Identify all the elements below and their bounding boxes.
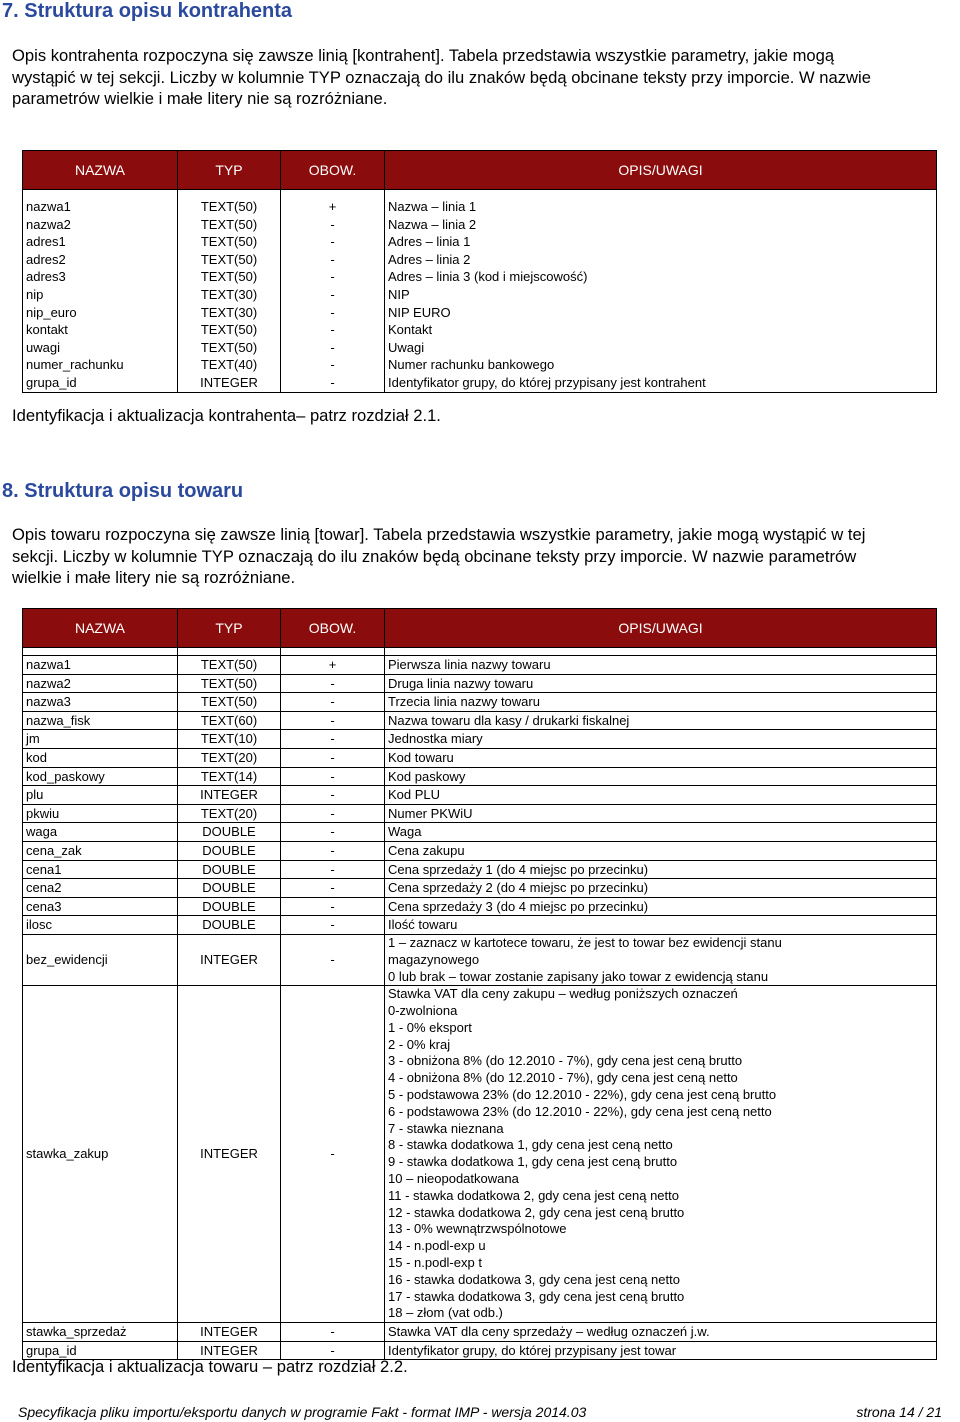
col-header-name: NAZWA <box>23 151 178 190</box>
param-name-cell: grupa_id <box>23 1341 178 1360</box>
param-description-cell: Adres – linia 2 <box>385 251 937 269</box>
param-required-cell: - <box>281 711 385 730</box>
table-row <box>23 693 937 712</box>
param-required-cell: - <box>281 748 385 767</box>
description-line: Stawka VAT dla ceny zakupu – według poniższych oznaczeń <box>388 986 738 1002</box>
description-line: 14 - n.podl-exp u <box>388 1238 486 1254</box>
param-name-cell: kod <box>23 748 178 767</box>
param-name-cell: nip <box>23 286 178 304</box>
description-line: 13 - 0% wewnątrzwspólnotowe <box>388 1221 567 1237</box>
param-description-cell: Druga linia nazwy towaru <box>385 674 937 693</box>
table-row <box>23 860 937 879</box>
spacer-cell <box>23 190 178 199</box>
description-line: 7 - stawka nieznana <box>388 1120 504 1136</box>
description-line: magazynowego <box>388 951 480 967</box>
description-line: 0-zwolniona <box>388 1003 458 1019</box>
col-header-description: OPIS/UWAGI <box>385 151 937 190</box>
description-line: 1 - 0% eksport <box>388 1019 472 1035</box>
section8-intro-line: wielkie i małe litery nie są rozróżniane. <box>12 568 296 587</box>
spacer-cell <box>178 648 281 656</box>
spacer-cell <box>281 648 385 656</box>
param-required-cell: - <box>281 374 385 392</box>
table-row <box>23 1323 937 1342</box>
param-description-cell: NIP EURO <box>385 304 937 322</box>
table-row <box>23 934 937 985</box>
param-required-cell: - <box>281 304 385 322</box>
table-spacer-row <box>23 190 937 199</box>
param-description-cell: Numer PKWiU <box>385 804 937 823</box>
param-type-cell: INTEGER <box>178 934 281 985</box>
description-line: 8 - stawka dodatkowa 1, gdy cena jest ceną netto <box>388 1137 673 1153</box>
col-header-type: TYP <box>178 151 281 190</box>
param-description-cell: Kod paskowy <box>385 767 937 786</box>
description-line: 5 - podstawowa 23% (do 12.2010 - 22%), gdy cena jest ceną brutto <box>388 1087 777 1103</box>
param-description-cell: Identyfikator grupy, do której przypisany jest kontrahent <box>385 374 937 392</box>
param-name-cell: cena_zak <box>23 841 178 860</box>
param-type-cell: TEXT(50) <box>178 268 281 286</box>
param-description-cell: Trzecia linia nazwy towaru <box>385 693 937 712</box>
table-row <box>23 674 937 693</box>
param-required-cell: + <box>281 656 385 675</box>
description-line: 17 - stawka dodatkowa 3, gdy cena jest ceną brutto <box>388 1288 685 1304</box>
param-required-cell: - <box>281 268 385 286</box>
param-name-cell: numer_rachunku <box>23 356 178 374</box>
table-row <box>23 374 937 392</box>
param-required-cell: - <box>281 233 385 251</box>
param-name-cell: kontakt <box>23 321 178 339</box>
section7-intro-line: Opis kontrahenta rozpoczyna się zawsze linią [kontrahent]. Tabela przedstawia wszystkie parametry, jakie mogą <box>12 46 835 65</box>
description-line: 0 lub brak – towar zostanie zapisany jako towar z ewidencją stanu <box>388 968 769 984</box>
param-name-cell: waga <box>23 823 178 842</box>
param-description-cell: Adres – linia 3 (kod i miejscowość) <box>385 268 937 286</box>
param-type-cell: TEXT(30) <box>178 286 281 304</box>
section7-heading: 7. Struktura opisu kontrahenta <box>2 0 293 22</box>
contractor-table <box>22 150 937 393</box>
description-line: 11 - stawka dodatkowa 2, gdy cena jest ceną netto <box>388 1187 679 1203</box>
param-type-cell: TEXT(14) <box>178 767 281 786</box>
table-row <box>23 767 937 786</box>
param-description-cell: Stawka VAT dla ceny sprzedaży – według oznaczeń j.w. <box>385 1323 937 1342</box>
param-required-cell: - <box>281 879 385 898</box>
col-header-required: OBOW. <box>281 609 385 648</box>
page-footer <box>18 1404 942 1420</box>
section7-intro-line: wystąpić w tej sekcji. Liczby w kolumnie TYP oznaczają do ilu znaków będą obcinane teksty przy imporcie. W nazwie <box>12 67 871 87</box>
param-name-cell: adres1 <box>23 233 178 251</box>
param-description-cell: Waga <box>385 823 937 842</box>
footer-document-title: Specyfikacja pliku importu/eksportu danych w programie Fakt - format IMP - wersja 2014.03 <box>18 1404 587 1420</box>
param-type-cell: TEXT(50) <box>178 198 281 216</box>
param-description-cell: Kod towaru <box>385 748 937 767</box>
param-description-cell: Cena sprzedaży 2 (do 4 miejsc po przecinku) <box>385 879 937 898</box>
param-description-cell: Cena sprzedaży 1 (do 4 miejsc po przecinku) <box>385 860 937 879</box>
table-row <box>23 251 937 269</box>
param-name-cell: adres2 <box>23 251 178 269</box>
param-description-cell: Jednostka miary <box>385 730 937 749</box>
col-header-type: TYP <box>178 609 281 648</box>
param-name-cell: jm <box>23 730 178 749</box>
param-name-cell: pkwiu <box>23 804 178 823</box>
table-row <box>23 841 937 860</box>
param-name-cell: cena3 <box>23 897 178 916</box>
param-type-cell: DOUBLE <box>178 860 281 879</box>
spacer-cell <box>178 190 281 199</box>
param-name-cell: grupa_id <box>23 374 178 392</box>
table-row <box>23 286 937 304</box>
param-name-cell: kod_paskowy <box>23 767 178 786</box>
table-row <box>23 304 937 322</box>
param-type-cell: INTEGER <box>178 1341 281 1360</box>
param-type-cell: TEXT(30) <box>178 304 281 322</box>
section8-intro-line: sekcji. Liczby w kolumnie TYP oznaczają do ilu znaków będą obcinane teksty przy imporcie. W nazwie parametrów <box>12 546 857 566</box>
table-row <box>23 730 937 749</box>
param-description-cell: Kontakt <box>385 321 937 339</box>
description-line: 2 - 0% kraj <box>388 1036 451 1052</box>
table-row <box>23 879 937 898</box>
section7-note: Identyfikacja i aktualizacja kontrahenta– patrz rozdział 2.1. <box>12 406 441 425</box>
table-header-row <box>23 151 937 190</box>
param-required-cell: - <box>281 674 385 693</box>
param-required-cell: - <box>281 786 385 805</box>
table-row <box>23 823 937 842</box>
param-description-cell: Nazwa – linia 1 <box>385 198 937 216</box>
spacer-cell <box>281 190 385 199</box>
table-spacer-row <box>23 648 937 656</box>
description-line: 12 - stawka dodatkowa 2, gdy cena jest ceną brutto <box>388 1204 685 1220</box>
table-row <box>23 339 937 357</box>
param-type-cell: INTEGER <box>178 374 281 392</box>
param-description-cell: Cena sprzedaży 3 (do 4 miejsc po przecinku) <box>385 897 937 916</box>
param-type-cell: TEXT(50) <box>178 656 281 675</box>
table-row <box>23 321 937 339</box>
spacer-cell <box>23 648 178 656</box>
param-type-cell: TEXT(20) <box>178 804 281 823</box>
section7-intro-line: parametrów wielkie i małe litery nie są rozróżniane. <box>12 89 388 108</box>
description-line: 16 - stawka dodatkowa 3, gdy cena jest ceną netto <box>388 1271 680 1287</box>
section8-intro-line: Opis towaru rozpoczyna się zawsze linią [towar]. Tabela przedstawia wszystkie parametry, jakie mogą wystąpić w tej <box>12 525 866 544</box>
param-name-cell: cena1 <box>23 860 178 879</box>
param-type-cell: INTEGER <box>178 786 281 805</box>
param-required-cell: - <box>281 860 385 879</box>
param-required-cell: - <box>281 916 385 935</box>
param-name-cell: nip_euro <box>23 304 178 322</box>
param-type-cell: DOUBLE <box>178 823 281 842</box>
param-required-cell: - <box>281 934 385 985</box>
param-required-cell: - <box>281 339 385 357</box>
section8-intro <box>12 524 956 589</box>
section8-heading: 8. Struktura opisu towaru <box>2 480 244 502</box>
table-row <box>23 786 937 805</box>
param-type-cell: TEXT(50) <box>178 216 281 234</box>
param-name-cell: uwagi <box>23 339 178 357</box>
param-type-cell: INTEGER <box>178 1323 281 1342</box>
param-type-cell: TEXT(50) <box>178 674 281 693</box>
param-required-cell: - <box>281 986 385 1323</box>
param-name-cell: plu <box>23 786 178 805</box>
param-description-cell: Numer rachunku bankowego <box>385 356 937 374</box>
param-type-cell: TEXT(50) <box>178 233 281 251</box>
param-name-cell: nazwa1 <box>23 656 178 675</box>
param-description-cell: Nazwa towaru dla kasy / drukarki fiskalnej <box>385 711 937 730</box>
param-required-cell: - <box>281 897 385 916</box>
param-type-cell: TEXT(50) <box>178 693 281 712</box>
description-line: 1 – zaznacz w kartotece towaru, że jest to towar bez ewidencji stanu <box>388 934 782 950</box>
param-required-cell: - <box>281 823 385 842</box>
param-type-cell: DOUBLE <box>178 841 281 860</box>
table-row <box>23 897 937 916</box>
section8-note: Identyfikacja i aktualizacja towaru – patrz rozdział 2.2. <box>12 1357 408 1376</box>
param-name-cell: ilosc <box>23 916 178 935</box>
param-required-cell: - <box>281 1323 385 1342</box>
table-row <box>23 916 937 935</box>
section7-intro <box>12 45 958 110</box>
table-row <box>23 216 937 234</box>
footer-page-number: strona 14 / 21 <box>856 1404 942 1420</box>
table-row <box>23 986 937 1323</box>
param-name-cell: cena2 <box>23 879 178 898</box>
description-line: 4 - obniżona 8% (do 12.2010 - 7%), gdy cena jest ceną netto <box>388 1070 738 1086</box>
param-type-cell: INTEGER <box>178 986 281 1323</box>
param-description-cell: Ilość towaru <box>385 916 937 935</box>
param-type-cell: DOUBLE <box>178 916 281 935</box>
table-row <box>23 356 937 374</box>
table-row <box>23 268 937 286</box>
param-description-cell: NIP <box>385 286 937 304</box>
table-row <box>23 711 937 730</box>
param-name-cell: nazwa2 <box>23 674 178 693</box>
param-name-cell: stawka_zakup <box>23 986 178 1323</box>
contractor-table-body <box>23 190 937 393</box>
table-row <box>23 198 937 216</box>
param-required-cell: - <box>281 251 385 269</box>
spacer-cell <box>385 190 937 199</box>
param-description-cell: Pierwsza linia nazwy towaru <box>385 656 937 675</box>
description-line: 9 - stawka dodatkowa 1, gdy cena jest ceną brutto <box>388 1154 678 1170</box>
description-line: 15 - n.podl-exp t <box>388 1255 482 1271</box>
param-required-cell: - <box>281 356 385 374</box>
param-required-cell: + <box>281 198 385 216</box>
param-required-cell: - <box>281 804 385 823</box>
table-row <box>23 233 937 251</box>
param-required-cell: - <box>281 216 385 234</box>
product-table-body <box>23 648 937 1360</box>
param-name-cell: bez_ewidencji <box>23 934 178 985</box>
param-name-cell: nazwa1 <box>23 198 178 216</box>
param-required-cell: - <box>281 841 385 860</box>
param-description-cell: Uwagi <box>385 339 937 357</box>
param-required-cell: - <box>281 286 385 304</box>
param-required-cell: - <box>281 693 385 712</box>
param-description-cell: Nazwa – linia 2 <box>385 216 937 234</box>
param-type-cell: TEXT(20) <box>178 748 281 767</box>
param-type-cell: TEXT(50) <box>178 339 281 357</box>
param-name-cell: adres3 <box>23 268 178 286</box>
param-type-cell: TEXT(50) <box>178 251 281 269</box>
param-name-cell: nazwa3 <box>23 693 178 712</box>
param-type-cell: TEXT(10) <box>178 730 281 749</box>
param-description-cell: Adres – linia 1 <box>385 233 937 251</box>
param-required-cell: - <box>281 321 385 339</box>
col-header-description: OPIS/UWAGI <box>385 609 937 648</box>
param-type-cell: TEXT(40) <box>178 356 281 374</box>
param-required-cell: - <box>281 730 385 749</box>
param-type-cell: DOUBLE <box>178 897 281 916</box>
param-type-cell: TEXT(50) <box>178 321 281 339</box>
param-description-cell: Identyfikator grupy, do której przypisany jest towar <box>385 1341 937 1360</box>
param-type-cell: DOUBLE <box>178 879 281 898</box>
product-table <box>22 608 937 1360</box>
description-line: 3 - obniżona 8% (do 12.2010 - 7%), gdy cena jest ceną brutto <box>388 1053 743 1069</box>
param-description-cell <box>385 986 937 1323</box>
description-line: 6 - podstawowa 23% (do 12.2010 - 22%), gdy cena jest ceną netto <box>388 1103 772 1119</box>
param-name-cell: nazwa2 <box>23 216 178 234</box>
param-name-cell: nazwa_fisk <box>23 711 178 730</box>
param-description-cell <box>385 934 937 985</box>
table-row <box>23 748 937 767</box>
param-description-cell: Kod PLU <box>385 786 937 805</box>
table-header-row <box>23 609 937 648</box>
param-type-cell: TEXT(60) <box>178 711 281 730</box>
param-required-cell: - <box>281 767 385 786</box>
description-line: 18 – złom (vat odb.) <box>388 1305 503 1321</box>
param-name-cell: stawka_sprzedaż <box>23 1323 178 1342</box>
table-row <box>23 656 937 675</box>
spacer-cell <box>385 648 937 656</box>
param-description-cell: Cena zakupu <box>385 841 937 860</box>
col-header-name: NAZWA <box>23 609 178 648</box>
param-required-cell: - <box>281 1341 385 1360</box>
table-row <box>23 804 937 823</box>
description-line: 10 – nieopodatkowana <box>388 1171 519 1187</box>
col-header-required: OBOW. <box>281 151 385 190</box>
